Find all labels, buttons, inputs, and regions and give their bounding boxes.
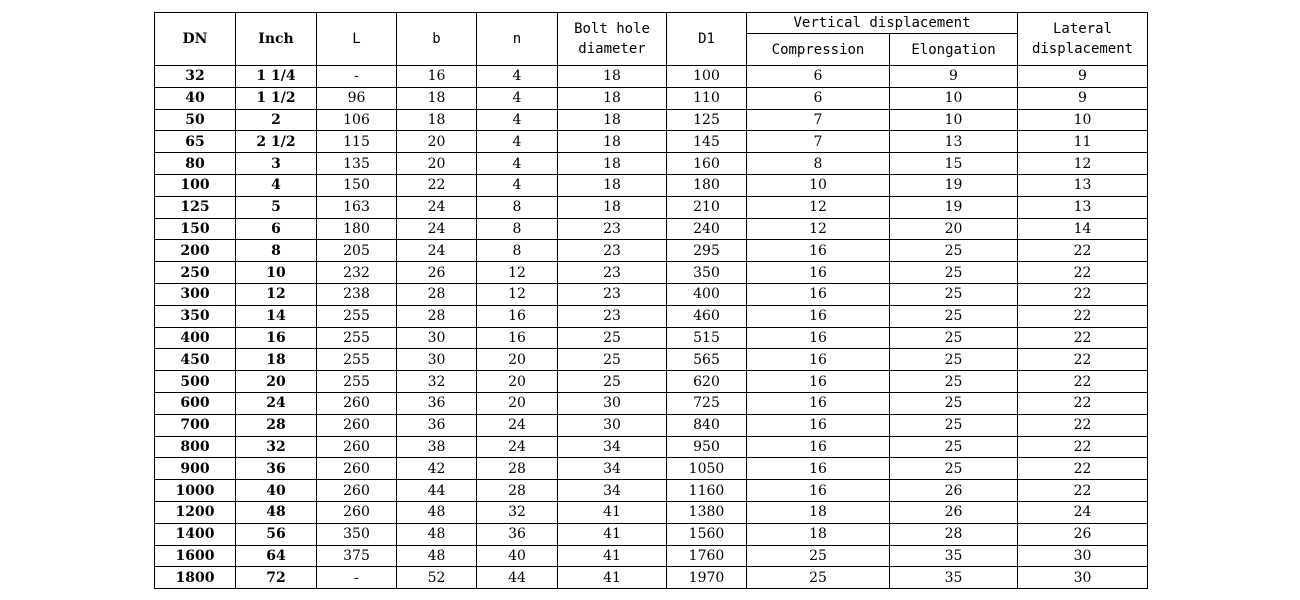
cell-b: 48 xyxy=(397,523,477,545)
cell-bolt-hole-diameter: 30 xyxy=(558,414,667,436)
header-d1: D1 xyxy=(667,13,747,66)
cell-dn: 1200 xyxy=(155,501,236,523)
table-row xyxy=(155,262,1148,284)
table-row xyxy=(155,523,1148,545)
cell-elongation: 20 xyxy=(890,218,1018,240)
cell-l: 205 xyxy=(317,240,397,262)
table-row xyxy=(155,567,1148,589)
header-dn: DN xyxy=(155,13,236,66)
cell-l: 260 xyxy=(317,414,397,436)
cell-d1: 1970 xyxy=(667,567,747,589)
cell-l: 260 xyxy=(317,436,397,458)
table-row xyxy=(155,349,1148,371)
cell-b: 36 xyxy=(397,414,477,436)
flange-dimensions-table xyxy=(154,12,1148,589)
cell-elongation: 25 xyxy=(890,371,1018,393)
cell-inch: 36 xyxy=(236,458,317,480)
cell-d1: 1050 xyxy=(667,458,747,480)
cell-inch: 6 xyxy=(236,218,317,240)
table-row xyxy=(155,458,1148,480)
cell-l: 180 xyxy=(317,218,397,240)
cell-b: 32 xyxy=(397,371,477,393)
cell-bolt-hole-diameter: 18 xyxy=(558,196,667,218)
cell-bolt-hole-diameter: 23 xyxy=(558,218,667,240)
cell-l: 255 xyxy=(317,305,397,327)
header-l: L xyxy=(317,13,397,66)
cell-lateral-displacement: 22 xyxy=(1018,349,1148,371)
cell-n: 20 xyxy=(477,371,558,393)
cell-d1: 1560 xyxy=(667,523,747,545)
cell-bolt-hole-diameter: 41 xyxy=(558,545,667,567)
cell-bolt-hole-diameter: 30 xyxy=(558,392,667,414)
cell-elongation: 25 xyxy=(890,305,1018,327)
table-row xyxy=(155,131,1148,153)
cell-n: 44 xyxy=(477,567,558,589)
cell-bolt-hole-diameter: 25 xyxy=(558,327,667,349)
cell-dn: 500 xyxy=(155,371,236,393)
cell-lateral-displacement: 26 xyxy=(1018,523,1148,545)
cell-bolt-hole-diameter: 23 xyxy=(558,262,667,284)
cell-l: 115 xyxy=(317,131,397,153)
cell-compression: 25 xyxy=(747,545,890,567)
cell-lateral-displacement: 11 xyxy=(1018,131,1148,153)
cell-elongation: 25 xyxy=(890,392,1018,414)
cell-bolt-hole-diameter: 23 xyxy=(558,305,667,327)
cell-inch: 40 xyxy=(236,480,317,502)
cell-dn: 400 xyxy=(155,327,236,349)
cell-inch: 64 xyxy=(236,545,317,567)
table-row xyxy=(155,305,1148,327)
cell-elongation: 26 xyxy=(890,501,1018,523)
table-row xyxy=(155,87,1148,109)
cell-n: 8 xyxy=(477,218,558,240)
cell-l: 260 xyxy=(317,501,397,523)
cell-compression: 7 xyxy=(747,109,890,131)
cell-n: 20 xyxy=(477,349,558,371)
cell-bolt-hole-diameter: 25 xyxy=(558,371,667,393)
cell-d1: 565 xyxy=(667,349,747,371)
cell-l: 255 xyxy=(317,371,397,393)
table-row xyxy=(155,196,1148,218)
cell-compression: 16 xyxy=(747,436,890,458)
cell-compression: 25 xyxy=(747,567,890,589)
cell-dn: 800 xyxy=(155,436,236,458)
cell-lateral-displacement: 22 xyxy=(1018,480,1148,502)
cell-lateral-displacement: 13 xyxy=(1018,196,1148,218)
cell-l: - xyxy=(317,567,397,589)
table-row xyxy=(155,501,1148,523)
cell-b: 16 xyxy=(397,66,477,88)
cell-lateral-displacement: 30 xyxy=(1018,545,1148,567)
cell-d1: 295 xyxy=(667,240,747,262)
cell-bolt-hole-diameter: 18 xyxy=(558,153,667,175)
cell-elongation: 25 xyxy=(890,436,1018,458)
cell-d1: 240 xyxy=(667,218,747,240)
cell-n: 4 xyxy=(477,174,558,196)
cell-inch: 72 xyxy=(236,567,317,589)
cell-lateral-displacement: 14 xyxy=(1018,218,1148,240)
cell-b: 36 xyxy=(397,392,477,414)
cell-inch: 24 xyxy=(236,392,317,414)
cell-lateral-displacement: 24 xyxy=(1018,501,1148,523)
cell-lateral-displacement: 9 xyxy=(1018,87,1148,109)
cell-d1: 950 xyxy=(667,436,747,458)
cell-dn: 300 xyxy=(155,283,236,305)
cell-dn: 450 xyxy=(155,349,236,371)
cell-b: 38 xyxy=(397,436,477,458)
cell-bolt-hole-diameter: 18 xyxy=(558,66,667,88)
cell-inch: 16 xyxy=(236,327,317,349)
cell-dn: 50 xyxy=(155,109,236,131)
cell-b: 18 xyxy=(397,109,477,131)
cell-dn: 700 xyxy=(155,414,236,436)
cell-n: 16 xyxy=(477,327,558,349)
header-inch: Inch xyxy=(236,13,317,66)
cell-d1: 620 xyxy=(667,371,747,393)
cell-b: 30 xyxy=(397,349,477,371)
cell-compression: 12 xyxy=(747,196,890,218)
cell-elongation: 10 xyxy=(890,87,1018,109)
cell-dn: 100 xyxy=(155,174,236,196)
cell-inch: 1 1/4 xyxy=(236,66,317,88)
cell-dn: 1000 xyxy=(155,480,236,502)
cell-d1: 1380 xyxy=(667,501,747,523)
cell-n: 36 xyxy=(477,523,558,545)
cell-elongation: 10 xyxy=(890,109,1018,131)
cell-lateral-displacement: 13 xyxy=(1018,174,1148,196)
cell-bolt-hole-diameter: 23 xyxy=(558,240,667,262)
table-row xyxy=(155,545,1148,567)
header-vertical-displacement: Vertical displacement xyxy=(747,13,1018,34)
cell-b: 30 xyxy=(397,327,477,349)
cell-l: 232 xyxy=(317,262,397,284)
table-body xyxy=(155,66,1148,589)
cell-lateral-displacement: 22 xyxy=(1018,327,1148,349)
cell-inch: 56 xyxy=(236,523,317,545)
cell-dn: 125 xyxy=(155,196,236,218)
table-header xyxy=(155,13,1148,66)
cell-d1: 1760 xyxy=(667,545,747,567)
cell-b: 18 xyxy=(397,87,477,109)
cell-bolt-hole-diameter: 23 xyxy=(558,283,667,305)
cell-compression: 6 xyxy=(747,66,890,88)
cell-compression: 12 xyxy=(747,218,890,240)
cell-inch: 12 xyxy=(236,283,317,305)
cell-n: 12 xyxy=(477,262,558,284)
cell-bolt-hole-diameter: 41 xyxy=(558,567,667,589)
cell-elongation: 35 xyxy=(890,545,1018,567)
table-row xyxy=(155,218,1148,240)
cell-bolt-hole-diameter: 34 xyxy=(558,458,667,480)
cell-l: - xyxy=(317,66,397,88)
cell-l: 106 xyxy=(317,109,397,131)
cell-inch: 14 xyxy=(236,305,317,327)
cell-n: 20 xyxy=(477,392,558,414)
cell-compression: 18 xyxy=(747,523,890,545)
cell-b: 22 xyxy=(397,174,477,196)
cell-b: 44 xyxy=(397,480,477,502)
cell-b: 28 xyxy=(397,305,477,327)
cell-lateral-displacement: 9 xyxy=(1018,66,1148,88)
header-bolt-hole-diameter: Bolt hole diameter xyxy=(558,13,667,66)
cell-inch: 4 xyxy=(236,174,317,196)
table-row xyxy=(155,109,1148,131)
header-b: b xyxy=(397,13,477,66)
table-row xyxy=(155,414,1148,436)
table-row xyxy=(155,436,1148,458)
cell-n: 28 xyxy=(477,458,558,480)
cell-elongation: 25 xyxy=(890,349,1018,371)
cell-lateral-displacement: 22 xyxy=(1018,371,1148,393)
cell-b: 24 xyxy=(397,240,477,262)
cell-dn: 200 xyxy=(155,240,236,262)
cell-elongation: 26 xyxy=(890,480,1018,502)
cell-elongation: 19 xyxy=(890,174,1018,196)
table-row xyxy=(155,174,1148,196)
cell-elongation: 35 xyxy=(890,567,1018,589)
cell-dn: 900 xyxy=(155,458,236,480)
table-row xyxy=(155,371,1148,393)
cell-lateral-displacement: 22 xyxy=(1018,240,1148,262)
cell-lateral-displacement: 10 xyxy=(1018,109,1148,131)
cell-dn: 1400 xyxy=(155,523,236,545)
header-lateral-displacement: Lateral displacement xyxy=(1018,13,1148,66)
cell-n: 24 xyxy=(477,414,558,436)
cell-d1: 110 xyxy=(667,87,747,109)
cell-n: 8 xyxy=(477,240,558,262)
cell-n: 4 xyxy=(477,66,558,88)
cell-l: 260 xyxy=(317,392,397,414)
cell-compression: 18 xyxy=(747,501,890,523)
cell-inch: 8 xyxy=(236,240,317,262)
cell-compression: 16 xyxy=(747,240,890,262)
cell-lateral-displacement: 22 xyxy=(1018,392,1148,414)
cell-bolt-hole-diameter: 25 xyxy=(558,349,667,371)
table-row xyxy=(155,392,1148,414)
header-elongation: Elongation xyxy=(890,34,1018,66)
cell-l: 255 xyxy=(317,327,397,349)
cell-dn: 600 xyxy=(155,392,236,414)
cell-inch: 1 1/2 xyxy=(236,87,317,109)
cell-l: 135 xyxy=(317,153,397,175)
cell-bolt-hole-diameter: 18 xyxy=(558,109,667,131)
cell-bolt-hole-diameter: 34 xyxy=(558,436,667,458)
cell-lateral-displacement: 22 xyxy=(1018,458,1148,480)
cell-b: 24 xyxy=(397,196,477,218)
cell-compression: 6 xyxy=(747,87,890,109)
cell-compression: 16 xyxy=(747,392,890,414)
cell-b: 28 xyxy=(397,283,477,305)
cell-elongation: 9 xyxy=(890,66,1018,88)
cell-compression: 16 xyxy=(747,458,890,480)
table-row xyxy=(155,480,1148,502)
cell-l: 260 xyxy=(317,458,397,480)
cell-dn: 1600 xyxy=(155,545,236,567)
cell-n: 28 xyxy=(477,480,558,502)
cell-elongation: 25 xyxy=(890,240,1018,262)
cell-bolt-hole-diameter: 18 xyxy=(558,174,667,196)
header-compression: Compression xyxy=(747,34,890,66)
cell-compression: 16 xyxy=(747,327,890,349)
cell-l: 375 xyxy=(317,545,397,567)
cell-n: 40 xyxy=(477,545,558,567)
cell-elongation: 25 xyxy=(890,283,1018,305)
cell-compression: 16 xyxy=(747,305,890,327)
cell-d1: 125 xyxy=(667,109,747,131)
cell-d1: 1160 xyxy=(667,480,747,502)
cell-l: 350 xyxy=(317,523,397,545)
cell-d1: 100 xyxy=(667,66,747,88)
table-row xyxy=(155,283,1148,305)
table-row xyxy=(155,66,1148,88)
cell-inch: 48 xyxy=(236,501,317,523)
cell-lateral-displacement: 22 xyxy=(1018,262,1148,284)
cell-d1: 840 xyxy=(667,414,747,436)
cell-lateral-displacement: 22 xyxy=(1018,305,1148,327)
cell-lateral-displacement: 30 xyxy=(1018,567,1148,589)
cell-b: 48 xyxy=(397,501,477,523)
cell-n: 16 xyxy=(477,305,558,327)
cell-d1: 210 xyxy=(667,196,747,218)
cell-inch: 32 xyxy=(236,436,317,458)
cell-elongation: 13 xyxy=(890,131,1018,153)
cell-compression: 16 xyxy=(747,414,890,436)
header-row-1 xyxy=(155,13,1148,34)
cell-b: 48 xyxy=(397,545,477,567)
cell-compression: 16 xyxy=(747,283,890,305)
cell-n: 24 xyxy=(477,436,558,458)
cell-dn: 150 xyxy=(155,218,236,240)
cell-bolt-hole-diameter: 41 xyxy=(558,501,667,523)
cell-b: 26 xyxy=(397,262,477,284)
cell-dn: 32 xyxy=(155,66,236,88)
table-row xyxy=(155,240,1148,262)
cell-d1: 180 xyxy=(667,174,747,196)
cell-dn: 350 xyxy=(155,305,236,327)
cell-n: 4 xyxy=(477,109,558,131)
cell-inch: 20 xyxy=(236,371,317,393)
cell-elongation: 25 xyxy=(890,414,1018,436)
cell-compression: 10 xyxy=(747,174,890,196)
table-row xyxy=(155,327,1148,349)
cell-bolt-hole-diameter: 41 xyxy=(558,523,667,545)
cell-l: 238 xyxy=(317,283,397,305)
cell-n: 12 xyxy=(477,283,558,305)
cell-b: 20 xyxy=(397,153,477,175)
cell-d1: 160 xyxy=(667,153,747,175)
cell-l: 163 xyxy=(317,196,397,218)
cell-elongation: 25 xyxy=(890,327,1018,349)
cell-compression: 16 xyxy=(747,349,890,371)
cell-elongation: 15 xyxy=(890,153,1018,175)
cell-b: 42 xyxy=(397,458,477,480)
cell-lateral-displacement: 22 xyxy=(1018,283,1148,305)
cell-elongation: 28 xyxy=(890,523,1018,545)
cell-n: 8 xyxy=(477,196,558,218)
cell-compression: 16 xyxy=(747,480,890,502)
cell-d1: 350 xyxy=(667,262,747,284)
cell-bolt-hole-diameter: 18 xyxy=(558,87,667,109)
cell-inch: 3 xyxy=(236,153,317,175)
cell-lateral-displacement: 22 xyxy=(1018,436,1148,458)
cell-d1: 515 xyxy=(667,327,747,349)
cell-lateral-displacement: 12 xyxy=(1018,153,1148,175)
cell-dn: 40 xyxy=(155,87,236,109)
header-n: n xyxy=(477,13,558,66)
cell-n: 4 xyxy=(477,131,558,153)
cell-elongation: 25 xyxy=(890,262,1018,284)
cell-l: 150 xyxy=(317,174,397,196)
cell-lateral-displacement: 22 xyxy=(1018,414,1148,436)
cell-bolt-hole-diameter: 18 xyxy=(558,131,667,153)
cell-inch: 2 xyxy=(236,109,317,131)
cell-dn: 1800 xyxy=(155,567,236,589)
cell-b: 20 xyxy=(397,131,477,153)
cell-d1: 145 xyxy=(667,131,747,153)
cell-inch: 18 xyxy=(236,349,317,371)
cell-n: 32 xyxy=(477,501,558,523)
cell-b: 24 xyxy=(397,218,477,240)
cell-l: 255 xyxy=(317,349,397,371)
cell-b: 52 xyxy=(397,567,477,589)
cell-compression: 16 xyxy=(747,371,890,393)
cell-inch: 10 xyxy=(236,262,317,284)
cell-bolt-hole-diameter: 34 xyxy=(558,480,667,502)
cell-inch: 28 xyxy=(236,414,317,436)
cell-elongation: 25 xyxy=(890,458,1018,480)
cell-d1: 460 xyxy=(667,305,747,327)
cell-l: 260 xyxy=(317,480,397,502)
cell-d1: 400 xyxy=(667,283,747,305)
cell-inch: 2 1/2 xyxy=(236,131,317,153)
cell-n: 4 xyxy=(477,153,558,175)
cell-n: 4 xyxy=(477,87,558,109)
table-row xyxy=(155,153,1148,175)
cell-dn: 80 xyxy=(155,153,236,175)
cell-dn: 65 xyxy=(155,131,236,153)
cell-inch: 5 xyxy=(236,196,317,218)
cell-dn: 250 xyxy=(155,262,236,284)
cell-d1: 725 xyxy=(667,392,747,414)
cell-compression: 16 xyxy=(747,262,890,284)
cell-compression: 8 xyxy=(747,153,890,175)
cell-l: 96 xyxy=(317,87,397,109)
cell-elongation: 19 xyxy=(890,196,1018,218)
cell-compression: 7 xyxy=(747,131,890,153)
